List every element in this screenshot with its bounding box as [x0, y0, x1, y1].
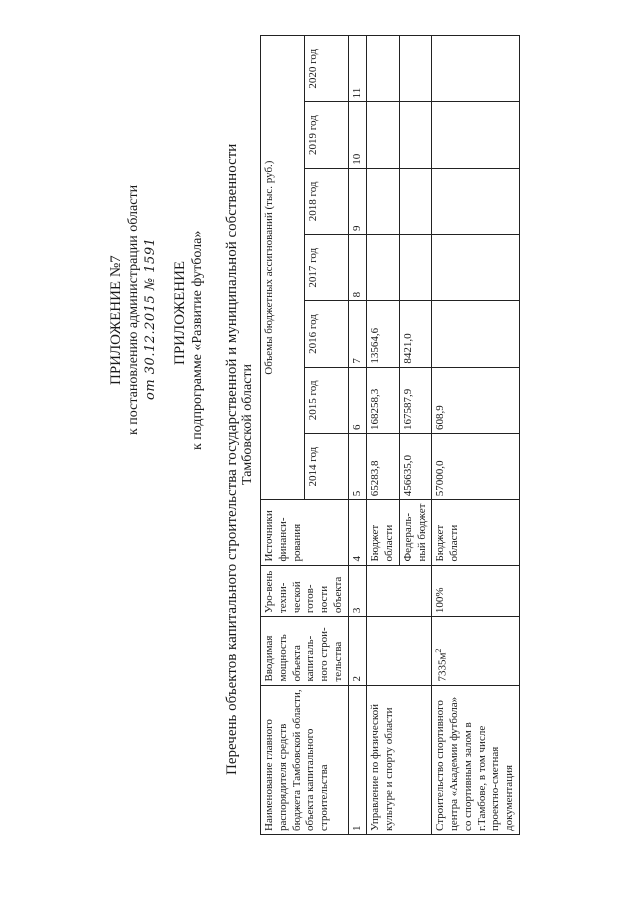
header-row-1 — [261, 36, 305, 835]
index-row — [348, 36, 367, 835]
value-cell — [399, 168, 432, 234]
header-level: Уро-вень техни-ческой готов-ности объекта — [261, 565, 349, 617]
index-cell: 1 — [348, 685, 367, 834]
value-cell — [367, 36, 400, 102]
header-year-2014: 2014 год — [304, 433, 348, 499]
row-name: Управление по физической культуре и спорту области — [367, 685, 432, 834]
header-year-2016: 2016 год — [304, 301, 348, 367]
value-cell: 167587,9 — [399, 367, 432, 433]
row-level — [367, 565, 432, 617]
document-title: Перечень объектов капитального строительства государственной и муниципальной собственности — [224, 143, 240, 775]
value-cell — [399, 102, 432, 168]
value-cell — [367, 102, 400, 168]
header-name: Наименование главного распорядителя средств бюджета Тамбовской области, объекта капитального строительства — [261, 685, 349, 834]
row-capacity — [367, 617, 432, 685]
subappendix-title: ПРИЛОЖЕНИЕ — [172, 260, 188, 365]
row-level: 100% — [432, 565, 520, 617]
subappendix-to: к подпрограмме «Развитие футбола» — [190, 230, 205, 450]
index-cell: 6 — [348, 367, 367, 433]
row-name: Строительство спортивного центра «Академии футбола» со спортивным залом в г.Тамбове, в том числе проектно-сметная документация — [432, 685, 520, 834]
value-cell: 65283,8 — [367, 433, 400, 499]
header-source: Источники финанси-рования — [261, 500, 349, 565]
header-volumes: Объемы бюджетных ассигнований (тыс. руб.) — [261, 36, 305, 500]
value-cell — [432, 235, 520, 301]
table-row — [432, 36, 520, 835]
row-source: Бюджет области — [432, 500, 520, 565]
header-capacity: Вводимая мощность объекта капиталь-ного строи-тельства — [261, 617, 349, 685]
index-cell: 9 — [348, 168, 367, 234]
index-cell: 7 — [348, 301, 367, 367]
value-cell — [432, 301, 520, 367]
value-cell: 608,9 — [432, 367, 520, 433]
appendix-title: ПРИЛОЖЕНИЕ №7 — [108, 255, 124, 385]
value-cell: 8421,0 — [399, 301, 432, 367]
order-reference — [142, 238, 158, 400]
index-cell: 2 — [348, 617, 367, 685]
value-cell: 168258,3 — [367, 367, 400, 433]
value-cell: 456635,0 — [399, 433, 432, 499]
header-year-2015: 2015 год — [304, 367, 348, 433]
value-cell — [399, 36, 432, 102]
row-source: Бюджет области — [367, 500, 400, 565]
value-cell — [399, 235, 432, 301]
index-cell: 4 — [348, 500, 367, 565]
value-cell — [432, 102, 520, 168]
value-cell — [432, 168, 520, 234]
order-line: от 30.12.2015 № 1591 — [143, 237, 158, 400]
value-cell: 13564,6 — [367, 301, 400, 367]
capacity-value: 7335м — [436, 652, 449, 682]
header-year-2018: 2018 год — [304, 168, 348, 234]
capital-objects-table — [260, 35, 520, 835]
header-year-2017: 2017 год — [304, 235, 348, 301]
value-cell — [367, 168, 400, 234]
index-cell: 8 — [348, 235, 367, 301]
value-cell — [367, 235, 400, 301]
index-cell: 5 — [348, 433, 367, 499]
value-cell — [432, 36, 520, 102]
index-cell: 3 — [348, 565, 367, 617]
capacity-unit-sup: 2 — [434, 648, 444, 653]
row-source: Федераль-ный бюджет — [399, 500, 432, 565]
index-cell: 10 — [348, 102, 367, 168]
header-year-2020: 2020 год — [304, 36, 348, 102]
index-cell: 11 — [348, 36, 367, 102]
table-row — [367, 36, 400, 835]
row-capacity — [432, 617, 520, 685]
value-cell: 57000,0 — [432, 433, 520, 499]
appendix-to: к постановлению администрации области — [126, 184, 141, 435]
document-title-line2: Тамбовской области — [240, 363, 255, 485]
header-year-2019: 2019 год — [304, 102, 348, 168]
